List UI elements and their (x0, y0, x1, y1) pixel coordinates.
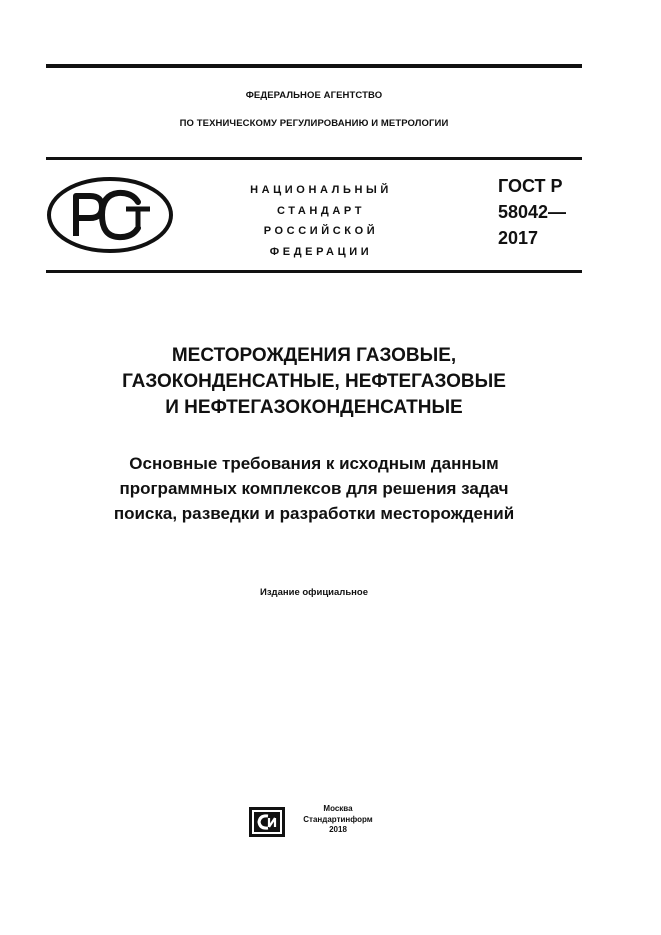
subtitle-line-3: поиска, разведки и разработки месторождений (113, 504, 515, 523)
gost-line-2: 58042— (498, 202, 567, 222)
standartinform-logo-icon (248, 806, 286, 838)
publisher-year: 2018 (329, 825, 347, 834)
rst-certification-mark-icon (46, 176, 174, 254)
agency-line-2: ПО ТЕХНИЧЕСКОМУ РЕГУЛИРОВАНИЮ И МЕТРОЛОГИИ (179, 118, 449, 129)
national-line-3: РОССИЙСКОЙ (263, 225, 379, 237)
national-standard-label (226, 180, 416, 262)
publisher-info (298, 804, 378, 836)
document-title (46, 343, 582, 421)
national-line-1: НАЦИОНАЛЬНЫЙ (250, 184, 392, 196)
lower-rule (46, 270, 582, 273)
edition-note: Издание официальное (260, 587, 368, 598)
middle-rule (46, 157, 582, 160)
gost-line-1: ГОСТ Р (498, 176, 563, 196)
gost-line-3: 2017 (498, 228, 539, 248)
publisher-city: Москва (323, 804, 353, 813)
subtitle-line-1: Основные требования к исходным данным (129, 454, 499, 473)
document-subtitle (46, 451, 582, 526)
title-line-1: МЕСТОРОЖДЕНИЯ ГАЗОВЫЕ, (171, 345, 457, 366)
subtitle-line-2: программных комплексов для решения задач (119, 479, 509, 498)
publisher-name: Стандартинформ (303, 814, 373, 824)
top-rule (46, 64, 582, 68)
agency-line-1: ФЕДЕРАЛЬНОЕ АГЕНТСТВО (245, 90, 383, 101)
gost-designation (498, 173, 566, 251)
title-line-3: И НЕФТЕГАЗОКОНДЕНСАТНЫЕ (165, 397, 463, 418)
national-line-2: СТАНДАРТ (276, 204, 366, 217)
title-line-2: ГАЗОКОНДЕНСАТНЫЕ, НЕФТЕГАЗОВЫЕ (122, 371, 506, 392)
national-line-4: ФЕДЕРАЦИИ (269, 245, 373, 258)
